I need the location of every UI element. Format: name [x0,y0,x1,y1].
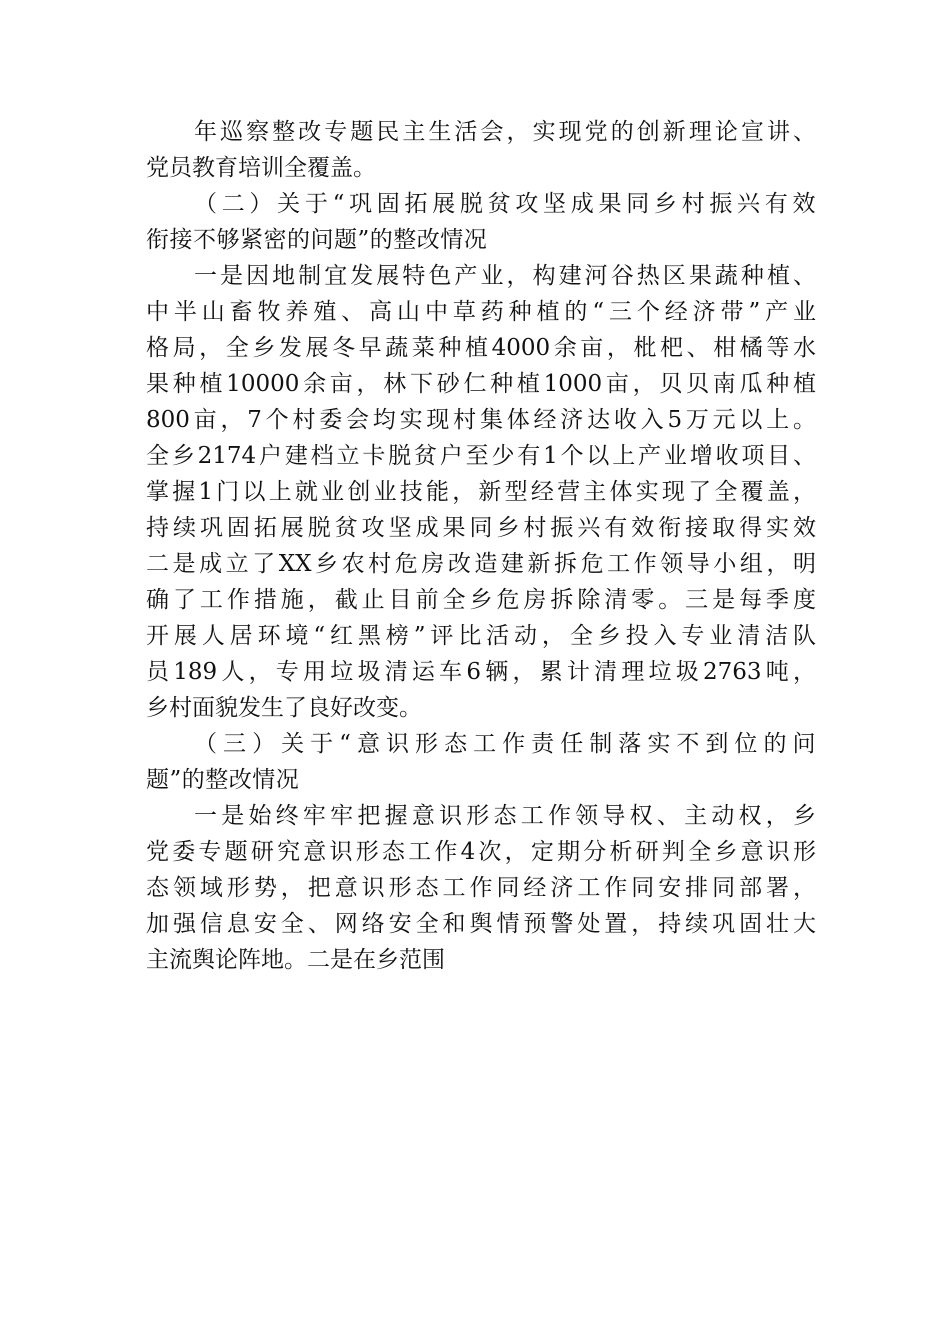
text-line: 一是因地制宜发展特色产业，构建河谷热区果蔬种植、 [194,263,816,289]
text-line: 确了工作措施，截止目前全乡危房拆除清零。三是每季度 [146,587,816,613]
text-line: 全乡2174户建档立卡脱贫户至少有1个以上产业增收项目、 [146,443,816,469]
heading-line: 衔接不够紧密的问题”的整改情况 [146,227,488,253]
text-line: 持续巩固拓展脱贫攻坚成果同乡村振兴有效衔接取得实效 [146,515,816,541]
text-line: 党员教育培训全覆盖。 [146,155,376,181]
section-heading-3 [146,726,816,798]
paragraph-inspection-closing [146,114,816,186]
text-line: 开展人居环境“红黑榜”评比活动，全乡投入专业清洁队 [146,623,816,649]
text-line: 乡村面貌发生了良好改变。 [146,695,422,721]
text-line: 果种植10000余亩，林下砂仁种植1000亩，贝贝南瓜种植 [146,371,816,397]
paragraph-poverty-rectification [146,258,816,726]
text-line: 一是始终牢牢把握意识形态工作领导权、主动权，乡 [194,803,816,829]
section-heading-2 [146,186,816,258]
heading-line: （三）关于“意识形态工作责任制落实不到位的问 [194,731,816,757]
text-line: 员189人，专用垃圾清运车6辆，累计清理垃圾2763吨， [146,659,816,685]
text-line: 800亩，7个村委会均实现村集体经济达收入5万元以上。 [146,407,816,433]
text-line: 掌握1门以上就业创业技能，新型经营主体实现了全覆盖， [146,479,816,505]
text-line: 主流舆论阵地。二是在乡范围 [146,947,445,973]
text-line: 格局，全乡发展冬早蔬菜种植4000余亩，枇杷、柑橘等水 [146,335,816,361]
text-line: 态领域形势，把意识形态工作同经济工作同安排同部署， [146,875,816,901]
text-line: 党委专题研究意识形态工作4次，定期分析研判全乡意识形 [146,839,816,865]
document-body [146,114,816,978]
text-line: 年巡察整改专题民主生活会，实现党的创新理论宣讲、 [194,119,816,145]
heading-line: 题”的整改情况 [146,767,300,793]
text-line: 加强信息安全、网络安全和舆情预警处置，持续巩固壮大 [146,911,816,937]
text-line: 中半山畜牧养殖、高山中草药种植的“三个经济带”产业 [146,299,816,325]
text-line: 二是成立了XX乡农村危房改造建新拆危工作领导小组，明 [146,551,816,577]
heading-line: （二）关于“巩固拓展脱贫攻坚成果同乡村振兴有效 [194,191,816,217]
paragraph-ideology-rectification [146,798,816,978]
